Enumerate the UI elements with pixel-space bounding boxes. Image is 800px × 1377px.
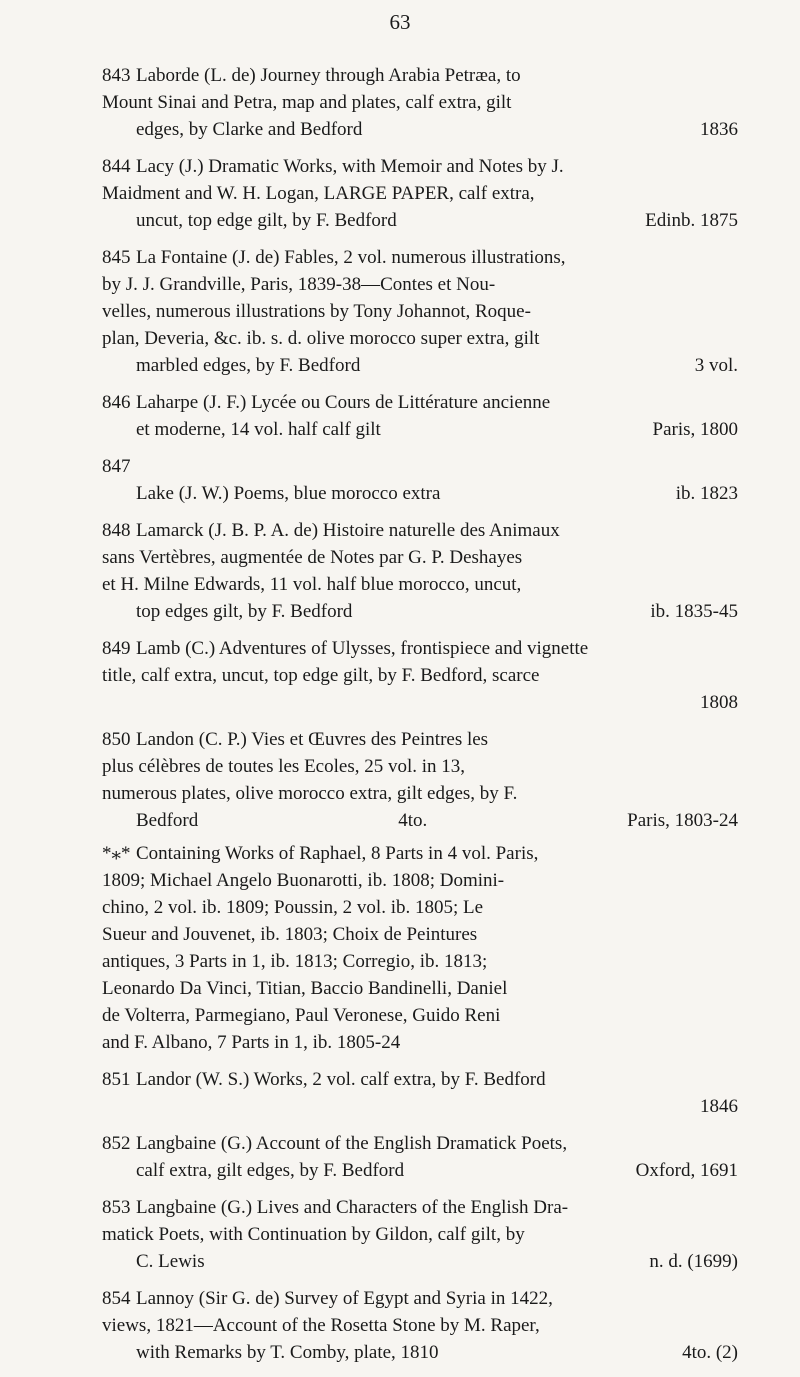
entry-number: 843 <box>102 65 131 86</box>
entry-line: et H. Milne Edwards, 11 vol. half blue morocco, uncut, <box>102 574 522 595</box>
entry-line: top edges gilt, by F. Bedford <box>136 601 353 622</box>
entry-line: sans Vertèbres, augmentée de Notes par G. P. Deshayes <box>102 547 523 568</box>
entry-line: Lannoy (Sir G. de) Survey of Egypt and Syria in 1422, <box>136 1288 553 1309</box>
entry-line: Paris, 1803-24 <box>627 810 738 831</box>
entry-line: plus célèbres de toutes les Ecoles, 25 vol. in 13, <box>102 756 466 777</box>
entry-line: calf extra, gilt edges, by F. Bedford <box>136 1160 405 1181</box>
catalogue-entry <box>102 453 738 507</box>
entry-line: Laborde (L. de) Journey through Arabia Petræa, to <box>136 65 521 86</box>
entry-line: Landor (W. S.) Works, 2 vol. calf extra, by F. Bedford <box>136 1069 546 1090</box>
catalogue-entry <box>102 840 738 1056</box>
entry-line: Leonardo Da Vinci, Titian, Baccio Bandinelli, Daniel <box>102 978 508 999</box>
entry-line: chino, 2 vol. ib. 1809; Poussin, 2 vol. ib. 1805; Le <box>102 897 484 918</box>
catalogue-entry <box>102 1285 738 1366</box>
entry-line: et moderne, 14 vol. half calf gilt <box>136 419 381 440</box>
entry-line: Lacy (J.) Dramatic Works, with Memoir and Notes by J. <box>136 156 564 177</box>
entry-number: 850 <box>102 729 131 750</box>
entry-number: 845 <box>102 247 131 268</box>
entry-line: ib. 1835-45 <box>650 601 738 622</box>
entry-line: title, calf extra, uncut, top edge gilt, by F. Bedford, scarce <box>102 665 540 686</box>
entry-line: antiques, 3 Parts in 1, ib. 1813; Corregio, ib. 1813; <box>102 951 488 972</box>
entry-line: plan, Deveria, &c. ib. s. d. olive morocco super extra, gilt <box>102 328 540 349</box>
entry-line-row <box>136 598 738 625</box>
entry-line-row <box>136 480 738 507</box>
entry-number: 846 <box>102 392 131 413</box>
entry-line: views, 1821—Account of the Rosetta Stone by M. Raper, <box>102 1315 540 1336</box>
entry-line-row <box>136 1339 738 1366</box>
entry-line: 3 vol. <box>694 355 738 376</box>
catalogue-entry <box>102 517 738 625</box>
entry-line: Langbaine (G.) Lives and Characters of the English Dra- <box>136 1197 569 1218</box>
entry-line-row <box>136 807 738 834</box>
catalogue-entry <box>102 244 738 379</box>
entry-number: 848 <box>102 520 131 541</box>
entry-line: Sueur and Jouvenet, ib. 1803; Choix de Peintures <box>102 924 478 945</box>
entry-line: Langbaine (G.) Account of the English Dramatick Poets, <box>136 1133 568 1154</box>
entry-number: 851 <box>102 1069 131 1090</box>
entry-line: Maidment and W. H. Logan, LARGE PAPER, calf extra, <box>102 183 535 204</box>
entry-line: Containing Works of Raphael, 8 Parts in 4 vol. Paris, <box>136 843 539 864</box>
entry-line: C. Lewis <box>136 1251 205 1272</box>
entry-line: marbled edges, by F. Bedford <box>136 355 361 376</box>
entry-line: 4to. (2) <box>682 1342 738 1363</box>
catalogue-entry <box>102 635 738 716</box>
page-number: 63 <box>389 10 411 34</box>
entry-line: ib. 1823 <box>675 483 738 504</box>
entry-line: matick Poets, with Continuation by Gildon, calf gilt, by <box>102 1224 525 1245</box>
entry-line: numerous plates, olive morocco extra, gilt edges, by F. <box>102 783 518 804</box>
entry-line: 4to. <box>398 810 428 831</box>
entry-line: 1808 <box>700 692 738 713</box>
entry-line-row <box>136 1157 738 1184</box>
entry-line: Edinb. 1875 <box>645 210 738 231</box>
entry-number: *⁎* <box>102 843 131 864</box>
entry-line: and F. Albano, 7 Parts in 1, ib. 1805-24 <box>102 1032 401 1053</box>
entry-line: Mount Sinai and Petra, map and plates, calf extra, gilt <box>102 92 512 113</box>
catalogue-entry <box>102 62 738 143</box>
entry-line: Lake (J. W.) Poems, blue morocco extra <box>136 483 441 504</box>
catalogue-entry <box>102 389 738 443</box>
entry-line-row <box>136 352 738 379</box>
entry-line: Lamarck (J. B. P. A. de) Histoire naturelle des Animaux <box>136 520 560 541</box>
catalogue-entry <box>102 1194 738 1275</box>
entry-line: with Remarks by T. Comby, plate, 1810 <box>136 1342 439 1363</box>
entry-line: Oxford, 1691 <box>635 1160 738 1181</box>
catalogue-entry <box>102 726 738 834</box>
entry-line-row <box>136 207 738 234</box>
entry-line: 1846 <box>700 1096 738 1117</box>
entry-number: 854 <box>102 1288 131 1309</box>
entry-line: Landon (C. P.) Vies et Œuvres des Peintres les <box>136 729 489 750</box>
entry-line: Lamb (C.) Adventures of Ulysses, frontispiece and vignette <box>136 638 589 659</box>
catalogue-entries <box>0 62 800 1376</box>
entry-number: 853 <box>102 1197 131 1218</box>
entry-number: 847 <box>102 456 131 477</box>
entry-line-row <box>136 416 738 443</box>
entry-line: Laharpe (J. F.) Lycée ou Cours de Littérature ancienne <box>136 392 551 413</box>
entry-line: Paris, 1800 <box>652 419 738 440</box>
catalogue-entry <box>102 1130 738 1184</box>
entry-number: 852 <box>102 1133 131 1154</box>
entry-line: La Fontaine (J. de) Fables, 2 vol. numerous illustrations, <box>136 247 566 268</box>
catalogue-entry <box>102 153 738 234</box>
entry-line: uncut, top edge gilt, by F. Bedford <box>136 210 397 231</box>
entry-line: by J. J. Grandville, Paris, 1839-38—Contes et Nou- <box>102 274 496 295</box>
entry-number: 849 <box>102 638 131 659</box>
entry-number: 844 <box>102 156 131 177</box>
entry-line-row <box>136 116 738 143</box>
entry-line: 1809; Michael Angelo Buonarotti, ib. 1808; Domini- <box>102 870 505 891</box>
entry-line: n. d. (1699) <box>649 1251 738 1272</box>
entry-line: de Volterra, Parmegiano, Paul Veronese, Guido Reni <box>102 1005 501 1026</box>
entry-line: 1836 <box>700 119 738 140</box>
entry-line: Bedford <box>136 810 199 831</box>
catalogue-entry <box>102 1066 738 1120</box>
entry-line: edges, by Clarke and Bedford <box>136 119 363 140</box>
entry-line-row <box>136 1248 738 1275</box>
entry-line: velles, numerous illustrations by Tony Johannot, Roque- <box>102 301 531 322</box>
